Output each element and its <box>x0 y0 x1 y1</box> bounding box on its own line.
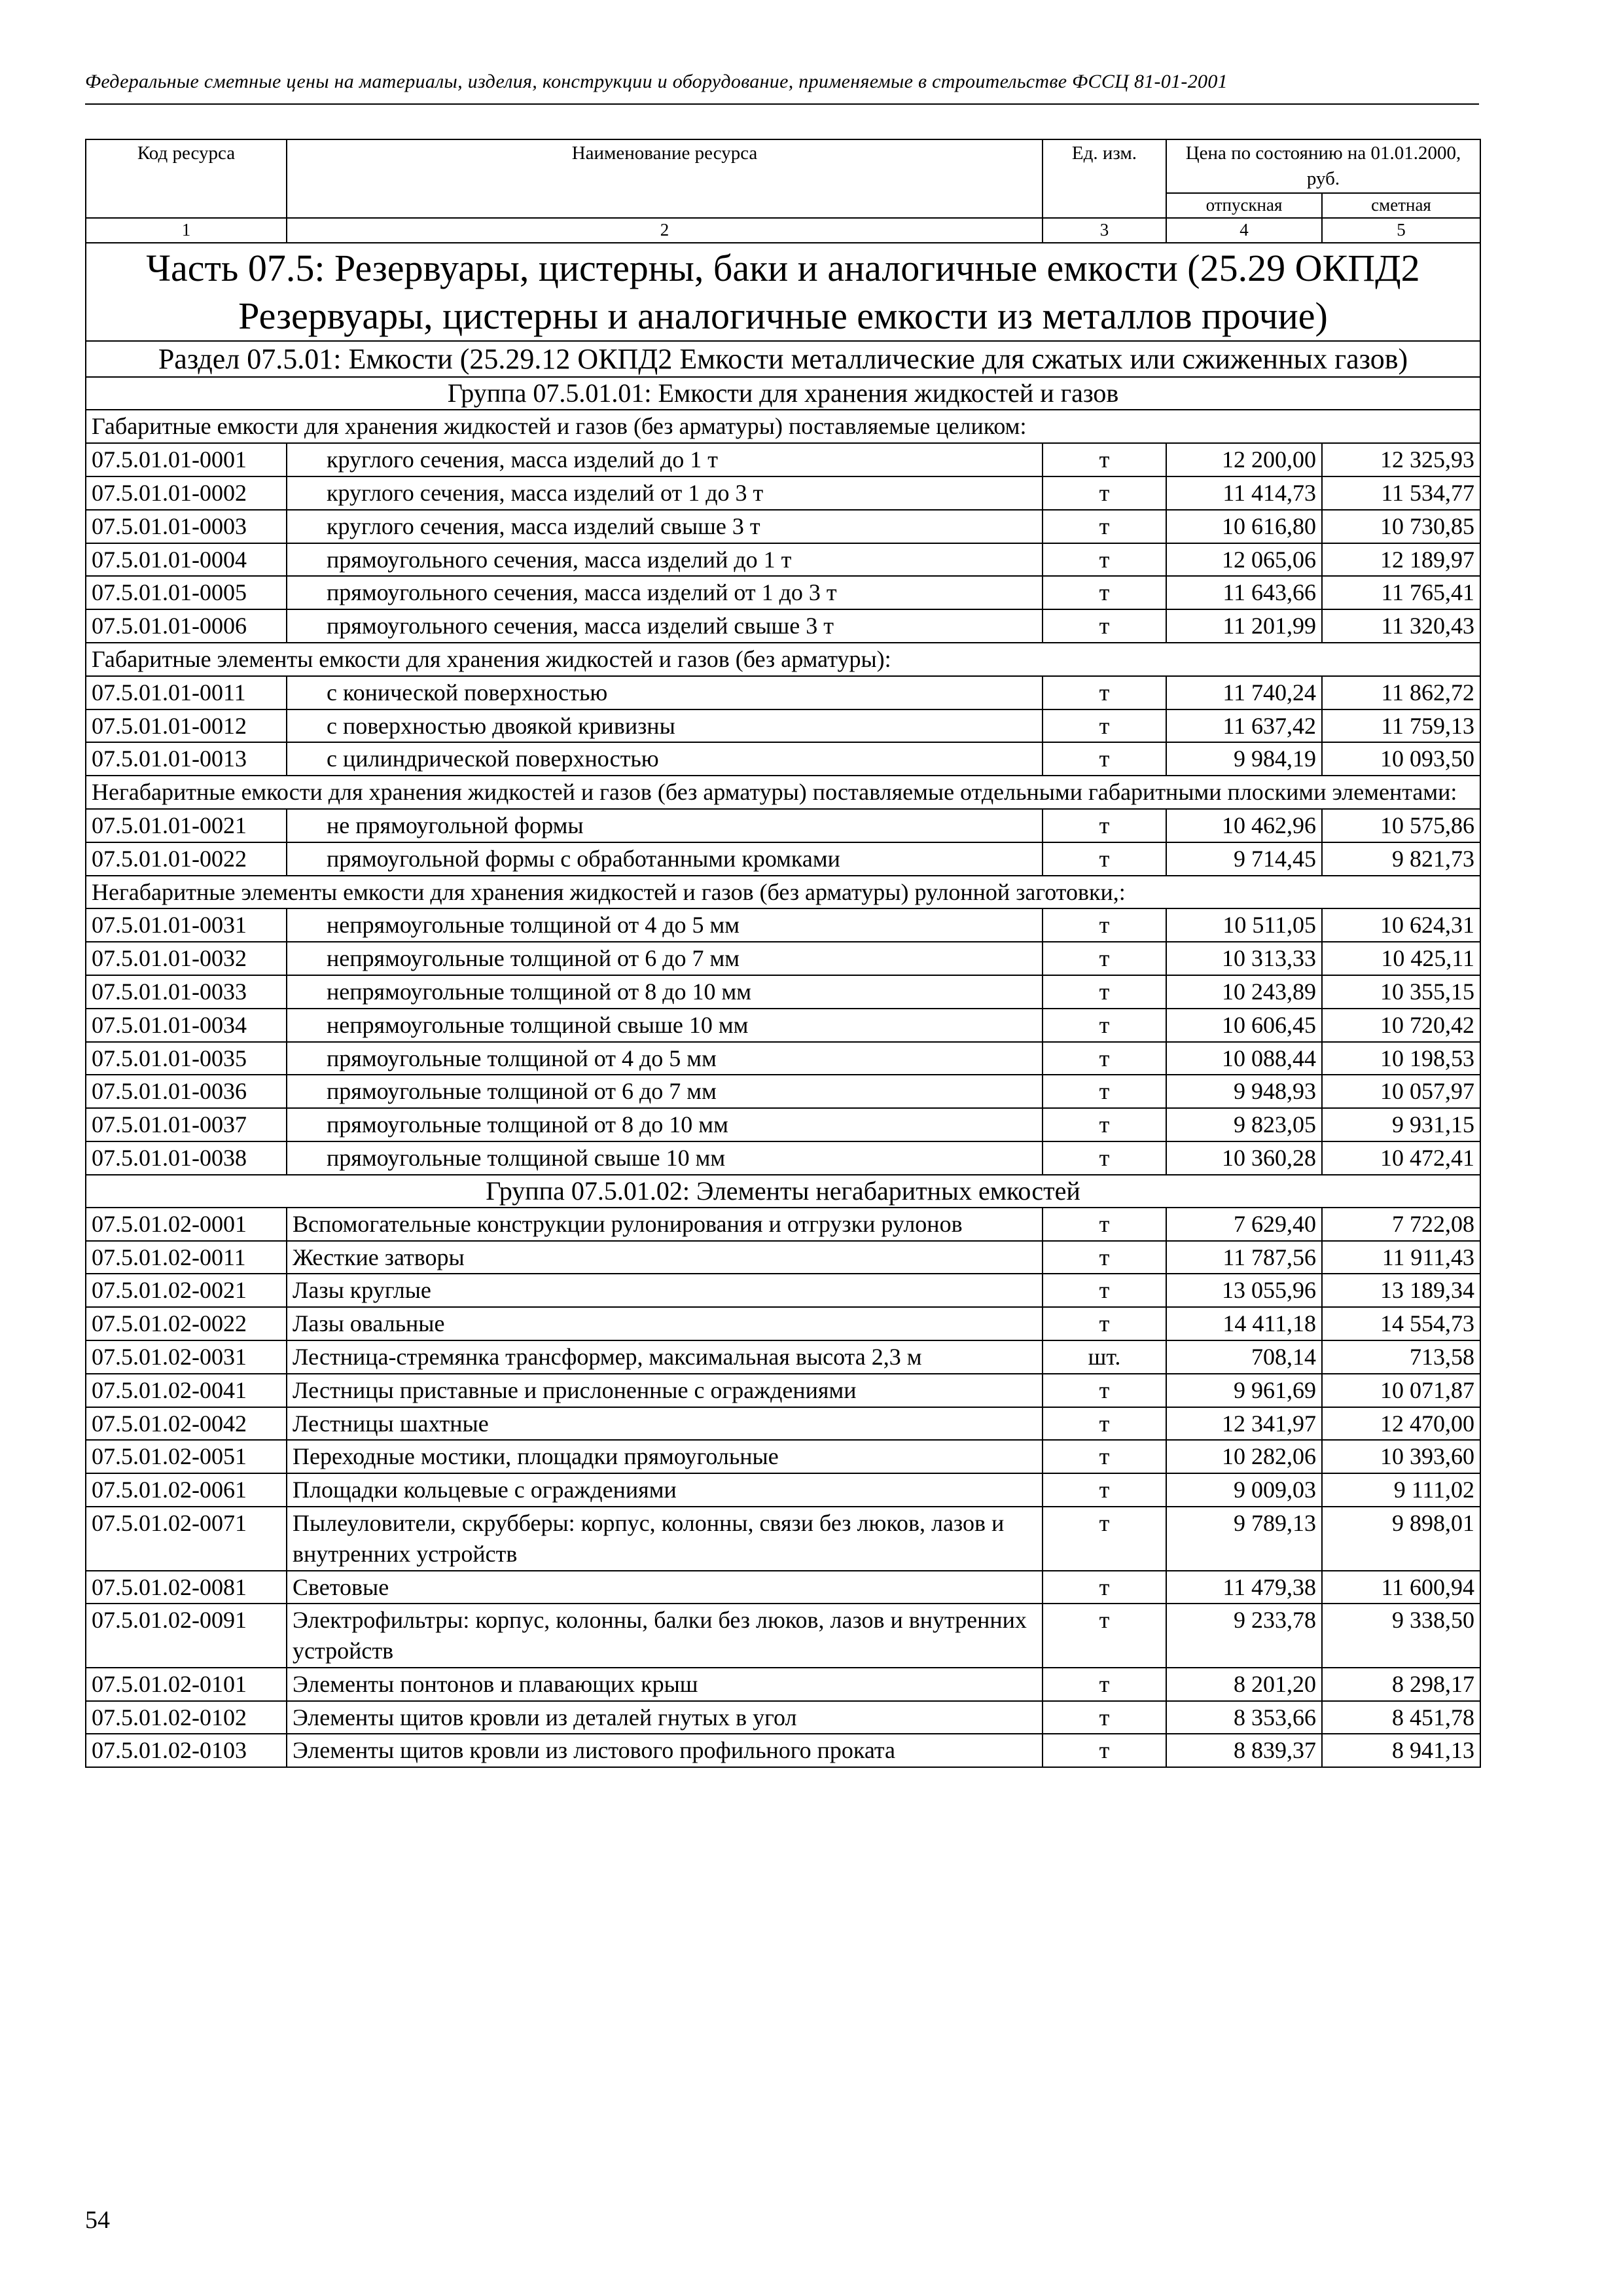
estimate-price: 9 821,73 <box>1322 842 1480 876</box>
resource-name: непрямоугольные толщиной от 6 до 7 мм <box>287 942 1043 975</box>
table-row <box>86 842 1480 876</box>
resource-name: Лестницы приставные и прислоненные с ограждениями <box>287 1374 1043 1407</box>
table-row <box>86 676 1480 709</box>
release-price: 10 360,28 <box>1166 1141 1322 1175</box>
estimate-price: 10 057,97 <box>1322 1075 1480 1108</box>
table-row <box>86 1734 1480 1767</box>
estimate-price: 11 911,43 <box>1322 1241 1480 1274</box>
estimate-price: 10 393,60 <box>1322 1440 1480 1473</box>
table-row <box>86 1407 1480 1441</box>
resource-unit: т <box>1043 1274 1166 1307</box>
table-row <box>86 1473 1480 1507</box>
resource-name: прямоугольные толщиной свыше 10 мм <box>287 1141 1043 1175</box>
release-price: 12 341,97 <box>1166 1407 1322 1441</box>
resource-name: прямоугольного сечения, масса изделий свыше 3 т <box>287 609 1043 643</box>
col-header-unit: Ед. изм. <box>1043 139 1166 218</box>
estimate-price: 10 472,41 <box>1322 1141 1480 1175</box>
resource-code: 07.5.01.02-0071 <box>86 1507 287 1571</box>
resource-name: с поверхностью двоякой кривизны <box>287 709 1043 743</box>
table-row <box>86 908 1480 942</box>
col-number: 4 <box>1166 218 1322 243</box>
resource-name: Переходные мостики, площадки прямоугольные <box>287 1440 1043 1473</box>
resource-code: 07.5.01.02-0102 <box>86 1701 287 1734</box>
resource-name: Вспомогательные конструкции рулонирования и отгрузки рулонов <box>287 1208 1043 1241</box>
resource-unit: т <box>1043 908 1166 942</box>
release-price: 9 009,03 <box>1166 1473 1322 1507</box>
resource-code: 07.5.01.01-0005 <box>86 576 287 609</box>
estimate-price: 8 941,13 <box>1322 1734 1480 1767</box>
estimate-price: 713,58 <box>1322 1340 1480 1374</box>
estimate-price: 8 451,78 <box>1322 1701 1480 1734</box>
col-number: 1 <box>86 218 287 243</box>
resource-unit: т <box>1043 1701 1166 1734</box>
table-row <box>86 1141 1480 1175</box>
release-price: 9 961,69 <box>1166 1374 1322 1407</box>
col-number: 3 <box>1043 218 1166 243</box>
release-price: 8 353,66 <box>1166 1701 1322 1734</box>
table-row <box>86 709 1480 743</box>
estimate-price: 10 198,53 <box>1322 1042 1480 1075</box>
release-price: 8 839,37 <box>1166 1734 1322 1767</box>
resource-code: 07.5.01.02-0061 <box>86 1473 287 1507</box>
table-row <box>86 1668 1480 1701</box>
release-price: 7 629,40 <box>1166 1208 1322 1241</box>
release-price: 10 313,33 <box>1166 942 1322 975</box>
resource-code: 07.5.01.01-0034 <box>86 1009 287 1042</box>
resource-code: 07.5.01.01-0032 <box>86 942 287 975</box>
estimate-price: 13 189,34 <box>1322 1274 1480 1307</box>
resource-code: 07.5.01.02-0021 <box>86 1274 287 1307</box>
resource-unit: т <box>1043 942 1166 975</box>
estimate-price: 9 931,15 <box>1322 1108 1480 1141</box>
resource-code: 07.5.01.01-0013 <box>86 742 287 776</box>
resource-unit: т <box>1043 1108 1166 1141</box>
resource-code: 07.5.01.01-0012 <box>86 709 287 743</box>
release-price: 11 479,38 <box>1166 1571 1322 1604</box>
release-price: 11 201,99 <box>1166 609 1322 643</box>
estimate-price: 10 720,42 <box>1322 1009 1480 1042</box>
release-price: 9 789,13 <box>1166 1507 1322 1571</box>
table-row <box>86 1701 1480 1734</box>
table-row <box>86 1507 1480 1571</box>
resource-unit: т <box>1043 1440 1166 1473</box>
resource-unit: т <box>1043 1075 1166 1108</box>
release-price: 11 643,66 <box>1166 576 1322 609</box>
estimate-price: 11 759,13 <box>1322 709 1480 743</box>
resource-unit: т <box>1043 709 1166 743</box>
resource-code: 07.5.01.01-0022 <box>86 842 287 876</box>
subgroup-title: Габаритные емкости для хранения жидкостей и газов (без арматуры) поставляемые целиком: <box>86 410 1480 443</box>
resource-name: Площадки кольцевые с ограждениями <box>287 1473 1043 1507</box>
resource-name: Элементы щитов кровли из листового профильного проката <box>287 1734 1043 1767</box>
release-price: 10 616,80 <box>1166 510 1322 543</box>
release-price: 12 200,00 <box>1166 443 1322 476</box>
resource-unit: т <box>1043 1507 1166 1571</box>
page-number: 54 <box>85 2206 110 2234</box>
release-price: 14 411,18 <box>1166 1307 1322 1340</box>
resource-unit: т <box>1043 1407 1166 1441</box>
estimate-price: 10 575,86 <box>1322 809 1480 842</box>
table-row <box>86 1440 1480 1473</box>
resource-code: 07.5.01.01-0036 <box>86 1075 287 1108</box>
resource-unit: т <box>1043 443 1166 476</box>
col-header-name: Наименование ресурса <box>287 139 1043 218</box>
resource-name: с цилиндрической поверхностью <box>287 742 1043 776</box>
resource-unit: т <box>1043 1604 1166 1668</box>
resource-code: 07.5.01.02-0011 <box>86 1241 287 1274</box>
release-price: 708,14 <box>1166 1340 1322 1374</box>
resource-name: круглого сечения, масса изделий от 1 до 3 т <box>287 476 1043 510</box>
resource-name: прямоугольные толщиной от 8 до 10 мм <box>287 1108 1043 1141</box>
estimate-price: 11 862,72 <box>1322 676 1480 709</box>
resource-code: 07.5.01.01-0004 <box>86 543 287 577</box>
subgroup-title: Негабаритные элементы емкости для хранения жидкостей и газов (без арматуры) рулонной заготовки,: <box>86 876 1480 909</box>
table-row <box>86 1241 1480 1274</box>
resource-code: 07.5.01.01-0001 <box>86 443 287 476</box>
header-rule <box>85 103 1479 105</box>
estimate-price: 9 111,02 <box>1322 1473 1480 1507</box>
resource-code: 07.5.01.01-0002 <box>86 476 287 510</box>
part-title: Часть 07.5: Резервуары, цистерны, баки и аналогичные емкости (25.29 ОКПД2 Резервуары, цистерны и аналогичные емкости из металлов прочие) <box>86 243 1480 341</box>
estimate-price: 12 189,97 <box>1322 543 1480 577</box>
table-row <box>86 975 1480 1009</box>
resource-unit: т <box>1043 1241 1166 1274</box>
release-price: 8 201,20 <box>1166 1668 1322 1701</box>
estimate-price: 11 320,43 <box>1322 609 1480 643</box>
release-price: 11 414,73 <box>1166 476 1322 510</box>
table-row <box>86 609 1480 643</box>
resource-name: непрямоугольные толщиной свыше 10 мм <box>287 1009 1043 1042</box>
resource-name: не прямоугольной формы <box>287 809 1043 842</box>
table-row <box>86 942 1480 975</box>
subgroup-title: Габаритные элементы емкости для хранения жидкостей и газов (без арматуры): <box>86 643 1480 676</box>
resource-name: Лазы овальные <box>287 1307 1043 1340</box>
col-header-code: Код ресурса <box>86 139 287 218</box>
resource-unit: т <box>1043 676 1166 709</box>
resource-unit: т <box>1043 1374 1166 1407</box>
release-price: 10 282,06 <box>1166 1440 1322 1473</box>
resource-name: Лестница-стремянка трансформер, максимальная высота 2,3 м <box>287 1340 1043 1374</box>
resource-name: Лазы круглые <box>287 1274 1043 1307</box>
col-header-release: отпускная <box>1166 193 1322 218</box>
table-row <box>86 1075 1480 1108</box>
table-row <box>86 1009 1480 1042</box>
estimate-price: 10 355,15 <box>1322 975 1480 1009</box>
release-price: 11 740,24 <box>1166 676 1322 709</box>
col-header-price: Цена по состоянию на 01.01.2000, руб. <box>1166 139 1480 193</box>
release-price: 11 637,42 <box>1166 709 1322 743</box>
resource-code: 07.5.01.02-0031 <box>86 1340 287 1374</box>
table-row <box>86 510 1480 543</box>
release-price: 10 088,44 <box>1166 1042 1322 1075</box>
resource-name: Элементы понтонов и плавающих крыш <box>287 1668 1043 1701</box>
resource-code: 07.5.01.02-0001 <box>86 1208 287 1241</box>
estimate-price: 12 470,00 <box>1322 1407 1480 1441</box>
col-number: 5 <box>1322 218 1480 243</box>
table-row <box>86 1571 1480 1604</box>
release-price: 9 233,78 <box>1166 1604 1322 1668</box>
resource-unit: т <box>1043 1571 1166 1604</box>
estimate-price: 11 765,41 <box>1322 576 1480 609</box>
estimate-price: 14 554,73 <box>1322 1307 1480 1340</box>
release-price: 9 948,93 <box>1166 1075 1322 1108</box>
estimate-price: 7 722,08 <box>1322 1208 1480 1241</box>
resource-code: 07.5.01.01-0031 <box>86 908 287 942</box>
estimate-price: 8 298,17 <box>1322 1668 1480 1701</box>
resource-code: 07.5.01.01-0033 <box>86 975 287 1009</box>
resource-code: 07.5.01.01-0011 <box>86 676 287 709</box>
resource-unit: т <box>1043 1668 1166 1701</box>
estimate-price: 10 071,87 <box>1322 1374 1480 1407</box>
estimate-price: 12 325,93 <box>1322 443 1480 476</box>
resource-name: прямоугольные толщиной от 4 до 5 мм <box>287 1042 1043 1075</box>
resource-code: 07.5.01.02-0091 <box>86 1604 287 1668</box>
resource-name: Жесткие затворы <box>287 1241 1043 1274</box>
resource-code: 07.5.01.01-0006 <box>86 609 287 643</box>
resource-name: непрямоугольные толщиной от 4 до 5 мм <box>287 908 1043 942</box>
estimate-price: 10 730,85 <box>1322 510 1480 543</box>
resource-unit: т <box>1043 510 1166 543</box>
table-row <box>86 1042 1480 1075</box>
estimate-price: 10 425,11 <box>1322 942 1480 975</box>
resource-unit: т <box>1043 543 1166 577</box>
resource-code: 07.5.01.01-0021 <box>86 809 287 842</box>
resource-unit: шт. <box>1043 1340 1166 1374</box>
release-price: 10 462,96 <box>1166 809 1322 842</box>
release-price: 9 984,19 <box>1166 742 1322 776</box>
resource-name: Лестницы шахтные <box>287 1407 1043 1441</box>
resource-name: Электрофильтры: корпус, колонны, балки без люков, лазов и внутренних устройств <box>287 1604 1043 1668</box>
resource-unit: т <box>1043 842 1166 876</box>
table-row <box>86 1374 1480 1407</box>
estimate-price: 11 534,77 <box>1322 476 1480 510</box>
table-row <box>86 742 1480 776</box>
estimate-price: 9 338,50 <box>1322 1604 1480 1668</box>
resource-unit: т <box>1043 576 1166 609</box>
table-row <box>86 1208 1480 1241</box>
resource-code: 07.5.01.02-0103 <box>86 1734 287 1767</box>
resource-unit: т <box>1043 1307 1166 1340</box>
resource-code: 07.5.01.01-0035 <box>86 1042 287 1075</box>
col-number: 2 <box>287 218 1043 243</box>
resource-code: 07.5.01.02-0051 <box>86 1440 287 1473</box>
resource-name: прямоугольного сечения, масса изделий до 1 т <box>287 543 1043 577</box>
table-row <box>86 1340 1480 1374</box>
release-price: 12 065,06 <box>1166 543 1322 577</box>
resource-code: 07.5.01.01-0003 <box>86 510 287 543</box>
release-price: 9 823,05 <box>1166 1108 1322 1141</box>
group-title: Группа 07.5.01.02: Элементы негабаритных емкостей <box>86 1175 1480 1208</box>
resource-unit: т <box>1043 1734 1166 1767</box>
resource-unit: т <box>1043 1473 1166 1507</box>
table-row <box>86 1604 1480 1668</box>
release-price: 10 511,05 <box>1166 908 1322 942</box>
release-price: 10 243,89 <box>1166 975 1322 1009</box>
table-row <box>86 1108 1480 1141</box>
table-row <box>86 1307 1480 1340</box>
estimate-price: 10 093,50 <box>1322 742 1480 776</box>
resource-code: 07.5.01.02-0081 <box>86 1571 287 1604</box>
group-title: Группа 07.5.01.01: Емкости для хранения жидкостей и газов <box>86 377 1480 410</box>
release-price: 9 714,45 <box>1166 842 1322 876</box>
table-row <box>86 1274 1480 1307</box>
resource-name: непрямоугольные толщиной от 8 до 10 мм <box>287 975 1043 1009</box>
resource-unit: т <box>1043 975 1166 1009</box>
table-row <box>86 476 1480 510</box>
release-price: 13 055,96 <box>1166 1274 1322 1307</box>
resource-code: 07.5.01.02-0041 <box>86 1374 287 1407</box>
resource-code: 07.5.01.02-0042 <box>86 1407 287 1441</box>
resource-name: прямоугольной формы с обработанными кромками <box>287 842 1043 876</box>
resource-code: 07.5.01.02-0022 <box>86 1307 287 1340</box>
resource-unit: т <box>1043 742 1166 776</box>
resource-name: круглого сечения, масса изделий до 1 т <box>287 443 1043 476</box>
resource-name: Пылеуловители, скрубберы: корпус, колонны, связи без люков, лазов и внутренних устройств <box>287 1507 1043 1571</box>
resource-unit: т <box>1043 1141 1166 1175</box>
resource-unit: т <box>1043 809 1166 842</box>
table-row <box>86 543 1480 577</box>
estimate-price: 11 600,94 <box>1322 1571 1480 1604</box>
resource-unit: т <box>1043 476 1166 510</box>
page-header: Федеральные сметные цены на материалы, изделия, конструкции и оборудование, применяемые в строительстве ФССЦ 81-01-2001 <box>85 71 1228 92</box>
resource-name: с конической поверхностью <box>287 676 1043 709</box>
resource-unit: т <box>1043 1208 1166 1241</box>
price-table <box>85 139 1481 1768</box>
resource-unit: т <box>1043 609 1166 643</box>
resource-name: Световые <box>287 1571 1043 1604</box>
resource-code: 07.5.01.02-0101 <box>86 1668 287 1701</box>
subgroup-title: Негабаритные емкости для хранения жидкостей и газов (без арматуры) поставляемые отдельными габаритными плоскими элементами: <box>86 776 1480 809</box>
section-title: Раздел 07.5.01: Емкости (25.29.12 ОКПД2 Емкости металлические для сжатых или сжиженных газов) <box>86 341 1480 377</box>
table-row <box>86 443 1480 476</box>
estimate-price: 9 898,01 <box>1322 1507 1480 1571</box>
resource-unit: т <box>1043 1042 1166 1075</box>
table-row <box>86 576 1480 609</box>
resource-name: прямоугольного сечения, масса изделий от 1 до 3 т <box>287 576 1043 609</box>
estimate-price: 10 624,31 <box>1322 908 1480 942</box>
col-header-estimate: сметная <box>1322 193 1480 218</box>
resource-name: Элементы щитов кровли из деталей гнутых в угол <box>287 1701 1043 1734</box>
table-row <box>86 809 1480 842</box>
resource-unit: т <box>1043 1009 1166 1042</box>
release-price: 10 606,45 <box>1166 1009 1322 1042</box>
resource-code: 07.5.01.01-0037 <box>86 1108 287 1141</box>
release-price: 11 787,56 <box>1166 1241 1322 1274</box>
resource-name: круглого сечения, масса изделий свыше 3 т <box>287 510 1043 543</box>
resource-name: прямоугольные толщиной от 6 до 7 мм <box>287 1075 1043 1108</box>
resource-code: 07.5.01.01-0038 <box>86 1141 287 1175</box>
